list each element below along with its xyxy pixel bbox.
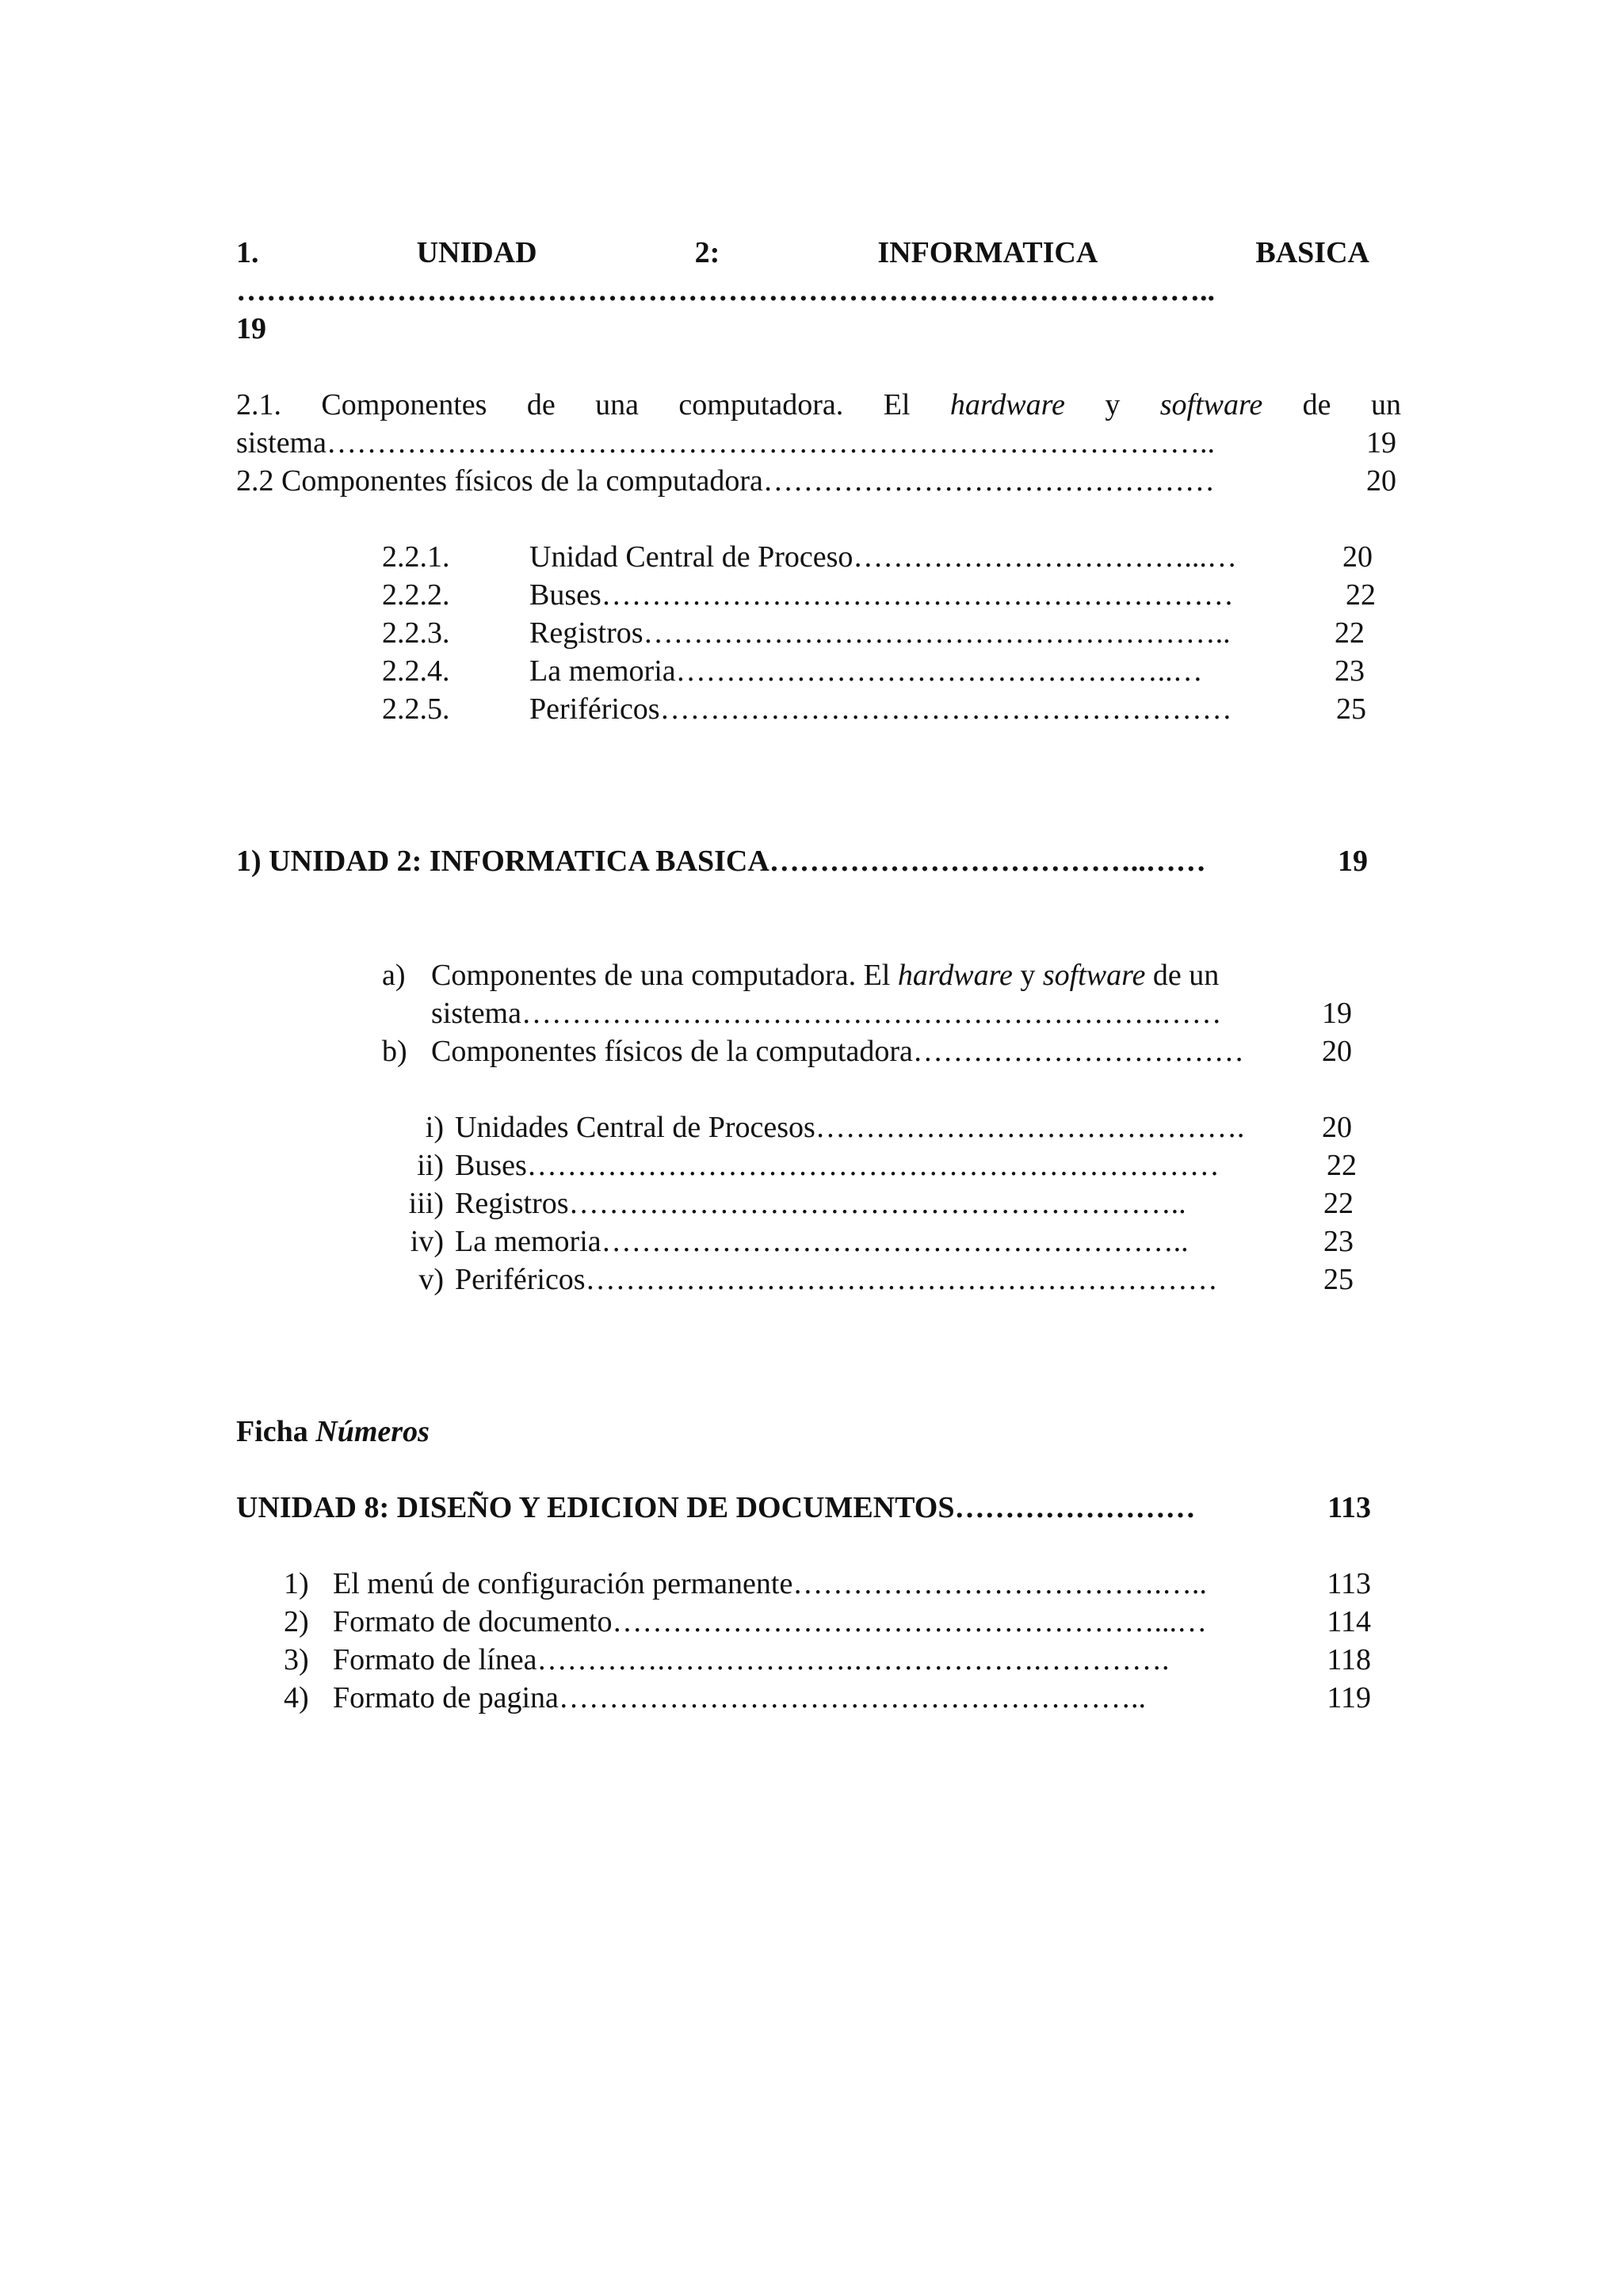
dot-leader: ………….……………….……………….…………. [537,1643,1170,1676]
toc-item-3 [284,1641,1371,1679]
toc-item-2-2 [236,462,1396,500]
page-number: 19 [1322,997,1352,1030]
toc-item-4 [284,1679,1371,1717]
page-number: 113 [1327,1567,1371,1600]
dot-leader: ………………………………………………….. [643,616,1231,650]
toc-label: Periféricos [529,692,660,726]
heading-word: BASICA [1255,236,1369,269]
toc-word: Componentes [321,388,487,421]
italic-term: hardware [897,959,1013,992]
toc-label: Buses [529,578,601,612]
dot-leader: ……………………………………………………… [601,578,1234,612]
page-number: 113 [1327,1491,1371,1524]
toc-item-b [382,1032,1352,1070]
toc-number: 3) [284,1643,309,1676]
toc-heading-label: UNIDAD 8: DISEÑO Y EDICION DE DOCUMENTOS [236,1491,955,1524]
toc-number: 2.2.1. [382,540,450,574]
toc-number: 2.2.5. [382,692,450,726]
toc-item-ii [391,1146,1357,1184]
toc-number: 1) [284,1567,309,1600]
dot-leader: ……………………………….….. [792,1567,1207,1600]
toc-label: Formato de pagina [333,1681,559,1714]
dot-leader: …………………………… [912,1035,1244,1068]
toc-number: i) [425,1111,444,1144]
toc-label: Formato de línea [333,1643,537,1676]
dot-leader: ………………………………………………… [659,692,1232,726]
heading-word: INFORMATICA [877,236,1098,269]
page-number: 119 [1327,1681,1371,1714]
text: Componentes de una computadora. El [431,959,898,992]
toc-label: 2.2 Componentes físicos de la computadora [236,464,763,498]
toc-label: Unidad Central de Proceso [529,540,854,574]
toc-label: Componentes físicos de la computadora [431,1035,913,1068]
dot-leader: ……………………………...… [853,540,1237,574]
toc-number: 2.2.3. [382,616,450,650]
toc-heading-label: 1) UNIDAD 2: INFORMATICA BASICA [236,845,769,878]
ficha-title [236,1413,430,1451]
dot-leader: ………………………………………………….. [601,1225,1189,1258]
toc-number: a) [382,959,406,992]
page-number: 118 [1327,1643,1371,1676]
text: y [1012,959,1043,992]
page-number: 19 [1366,426,1396,460]
toc-label: Registros [455,1187,569,1220]
heading-word: UNIDAD [416,236,537,269]
toc-word: un [1370,388,1401,421]
toc-item-2-1 [236,386,1401,424]
toc-number: b) [382,1035,407,1068]
toc-number: iv) [410,1225,444,1258]
toc-heading-unidad-2-alt [236,842,1368,880]
toc-number: iii) [408,1187,444,1220]
toc-word-italic: hardware [949,388,1065,421]
toc-word: El [883,388,911,421]
toc-heading-unidad-8 [236,1489,1371,1527]
toc-number: 2.2.2. [382,578,450,612]
heading-word: 1. [236,236,259,269]
toc-label [431,956,1219,994]
dot-leader: …………………… [954,1491,1196,1524]
dot-leader: ………………………………………………...… [612,1605,1207,1638]
toc-label: El menú de configuración permanente [333,1567,793,1600]
toc-label: Registros [529,616,643,650]
toc-item-a-continuation [431,994,1352,1032]
toc-number: 4) [284,1681,309,1714]
page-number: 20 [1366,464,1396,498]
page-number: 22 [1327,1149,1357,1182]
page-number: 25 [1336,692,1366,726]
toc-label: Formato de documento [333,1605,613,1638]
toc-item-2 [284,1603,1371,1641]
page-number: 20 [1342,540,1373,574]
page-number: 22 [1323,1187,1354,1220]
toc-subitem-2-2-4 [382,652,1365,690]
page-number: 19 [1338,845,1368,878]
toc-subitem-2-2-1 [382,538,1373,576]
heading-dot-leader: …………………………………………………………………………………….. [236,274,1215,307]
toc-number: 2.2.4. [382,654,450,688]
toc-item-2-1-continuation [236,424,1396,462]
toc-item-v [391,1261,1354,1299]
page-number: 23 [1335,654,1365,688]
toc-word: 2.1. [236,388,281,421]
toc-item-i [391,1108,1352,1146]
toc-item-iii [391,1184,1354,1222]
page-number: 22 [1346,578,1376,612]
ficha-italic-label: Números [315,1415,430,1448]
dot-leader: …………………………………………………………………………….. [326,426,1215,460]
dot-leader: ……………………………………………………… [585,1263,1218,1296]
ficha-label: Ficha [236,1415,316,1448]
toc-label: La memoria [455,1225,601,1258]
toc-item-a [382,956,1373,994]
toc-number: 2) [284,1605,309,1638]
dot-leader: …………………………………………………………… [526,1149,1220,1182]
toc-word-italic: software [1159,388,1263,421]
dot-leader: …………………………………………..… [675,654,1203,688]
dot-leader: ………………………………..…… [769,845,1206,878]
page-number: 114 [1327,1605,1371,1638]
toc-item-iv [391,1222,1354,1261]
dot-leader: ……………………………………. [815,1111,1245,1144]
toc-item-1 [284,1565,1371,1603]
toc-word: y [1105,388,1121,421]
page-number: 20 [1322,1111,1352,1144]
italic-term: software [1042,959,1146,992]
dot-leader: ……………………………………………………….…… [521,997,1222,1030]
toc-number: v) [418,1263,444,1296]
toc-subitem-2-2-2 [382,576,1376,614]
toc-subitem-2-2-3 [382,614,1365,652]
toc-word: de [1302,388,1331,421]
toc-number: ii) [417,1149,444,1182]
dot-leader: ………………………………………………….. [558,1681,1146,1714]
dot-leader: ……………………………………… [762,464,1215,498]
heading-word: 2: [694,236,720,269]
page-number: 25 [1323,1263,1354,1296]
toc-label: Periféricos [455,1263,586,1296]
toc-label: sistema [431,997,521,1030]
text: de un [1145,959,1220,992]
toc-label: La memoria [529,654,676,688]
toc-word: computadora. [678,388,844,421]
page-number: 20 [1322,1035,1352,1068]
page-number: 22 [1335,616,1365,650]
toc-word: de [526,388,556,421]
toc-label: Buses [455,1149,527,1182]
dot-leader: …………………………………………………….. [568,1187,1186,1220]
toc-heading-unidad-2 [236,234,1369,272]
page-number: 23 [1323,1225,1354,1258]
toc-label: sistema [236,426,327,460]
heading-page-number: 19 [236,312,266,345]
toc-label: Unidades Central de Procesos [455,1111,815,1144]
toc-word: una [595,388,639,421]
toc-subitem-2-2-5 [382,690,1366,728]
